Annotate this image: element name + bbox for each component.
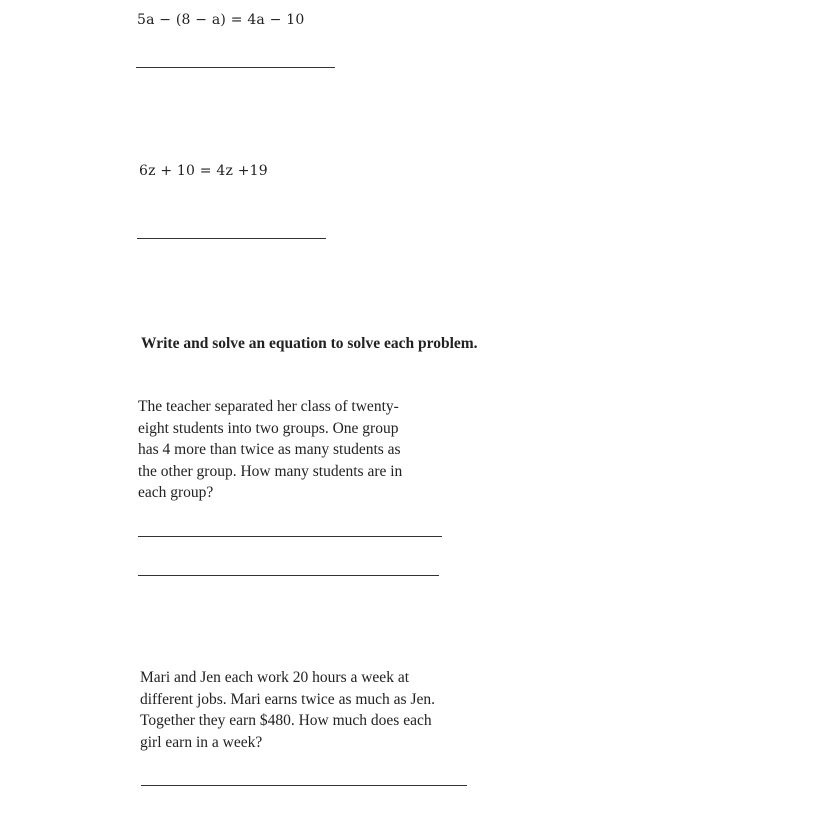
answer-line-problem-2[interactable] (141, 785, 467, 786)
problem-1-line: the other group. How many students are in (138, 462, 403, 480)
problem-1-line: has 4 more than twice as many students as (138, 441, 401, 458)
answer-line-problem-1a[interactable] (138, 536, 442, 537)
problem-2-line: girl earn in a week? (140, 733, 263, 751)
word-problem-1 (138, 396, 402, 504)
word-problem-2 (140, 667, 435, 753)
problem-2-line: Together they earn $480. How much does each (140, 712, 432, 729)
equation-2: 6z + 10 = 4z +19 (139, 163, 268, 179)
problem-2-line: Mari and Jen each work 20 hours a week at (140, 669, 410, 686)
instructions-heading: Write and solve an equation to solve each problem. (141, 335, 478, 352)
answer-line-problem-1b[interactable] (138, 575, 439, 576)
equation-1: 5a − (8 − a) = 4a − 10 (137, 12, 305, 28)
problem-1-line: eight students into two groups. One group (138, 419, 399, 437)
problem-1-line: each group? (138, 484, 214, 501)
problem-2-line: different jobs. Mari earns twice as much as Jen. (140, 690, 435, 708)
problem-1-line: The teacher separated her class of twenty- (138, 398, 399, 415)
answer-line-equation-1[interactable] (136, 67, 335, 68)
answer-line-equation-2[interactable] (137, 238, 326, 239)
